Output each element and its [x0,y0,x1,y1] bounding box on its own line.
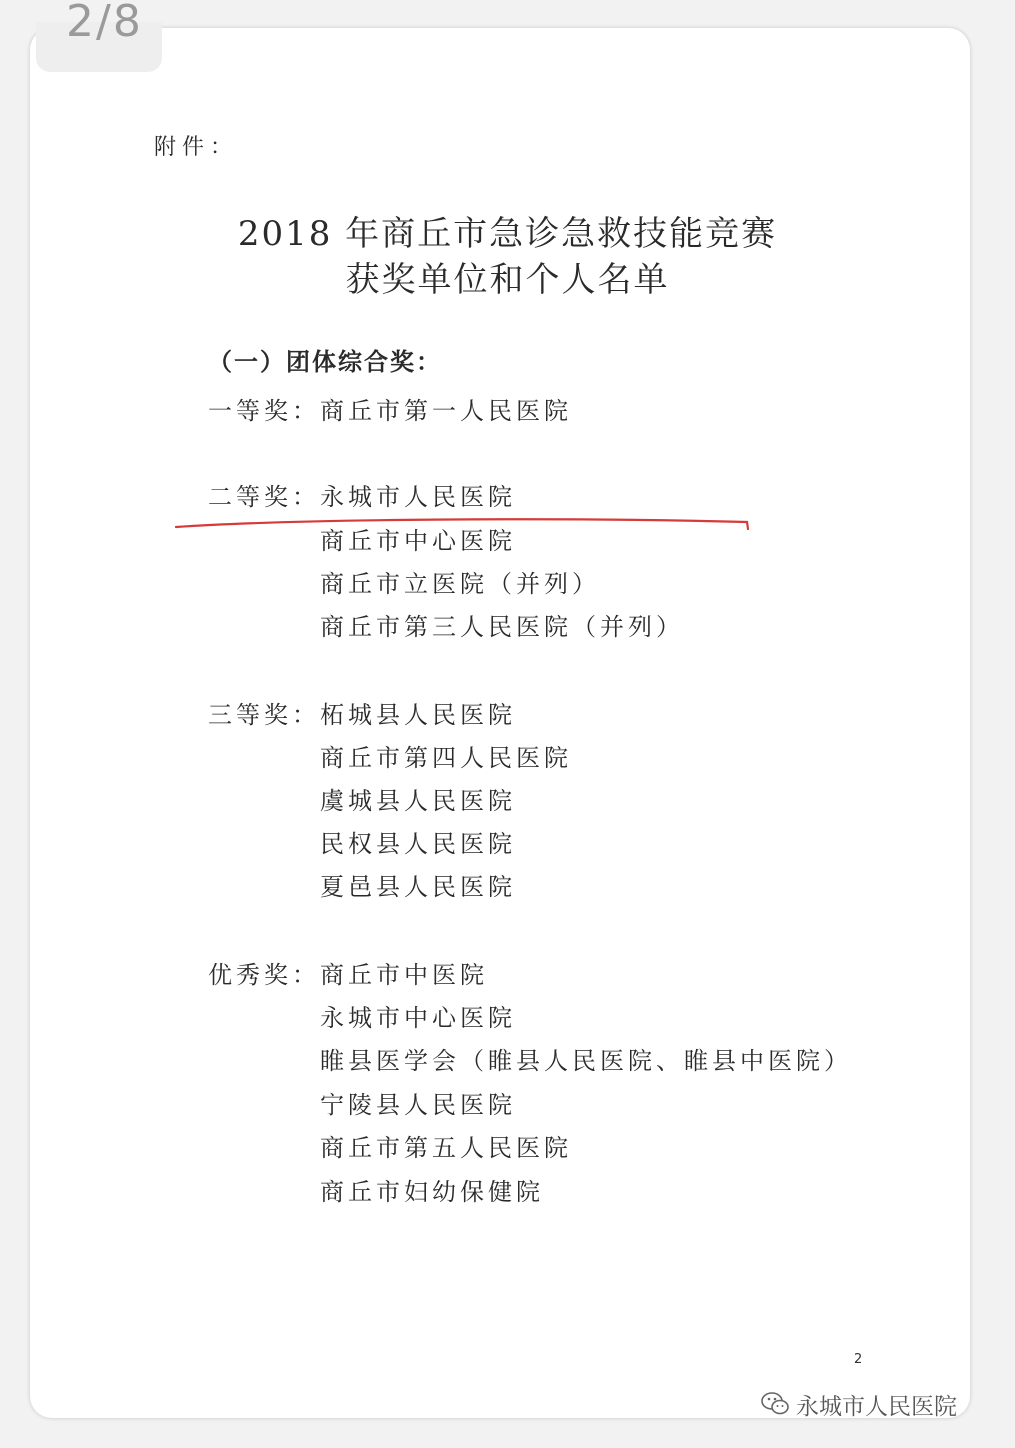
award-entry: 虞城县人民医院 [320,787,516,815]
page-number: 2 [854,1352,863,1367]
award-entry: 商丘市妇幼保健院 [320,1178,544,1206]
award-entry: 商丘市立医院（并列） [320,570,600,598]
award-entry: 夏邑县人民医院 [320,873,516,901]
wechat-icon [760,1391,790,1417]
award-entry: 永城市人民医院 [320,483,516,511]
award-label-first: 一等奖： [208,397,320,425]
watermark [760,1390,957,1418]
award-entry: 商丘市第三人民医院（并列） [320,613,684,641]
award-label-second: 二等奖： [208,483,320,511]
award-label-excellence: 优秀奖： [208,961,320,989]
award-entry: 永城市中心医院 [320,1004,516,1032]
attachment-label: 附件： [154,135,239,160]
award-entry: 柘城县人民医院 [320,701,516,729]
award-entry: 商丘市第四人民医院 [320,744,572,772]
page-counter-text: 2/8 [66,0,143,47]
award-entry: 宁陵县人民医院 [320,1091,516,1119]
award-entry: 商丘市第一人民医院 [320,397,572,425]
award-entry: 民权县人民医院 [320,830,516,858]
award-entry: 商丘市中心医院 [320,527,516,555]
document-title: 2018 年商丘市急诊急救技能竞赛 [237,214,778,254]
award-entry: 商丘市中医院 [320,961,488,989]
award-entry: 睢县医学会（睢县人民医院、睢县中医院） [320,1047,852,1075]
page-counter-badge [36,0,162,72]
award-entry: 商丘市第五人民医院 [320,1134,572,1162]
award-label-third: 三等奖： [208,701,320,729]
watermark-text: 永城市人民医院 [796,1393,957,1420]
document-subtitle: 获奖单位和个人名单 [345,260,670,300]
section-heading: （一）团体综合奖： [208,348,442,376]
red-underline [175,517,750,531]
